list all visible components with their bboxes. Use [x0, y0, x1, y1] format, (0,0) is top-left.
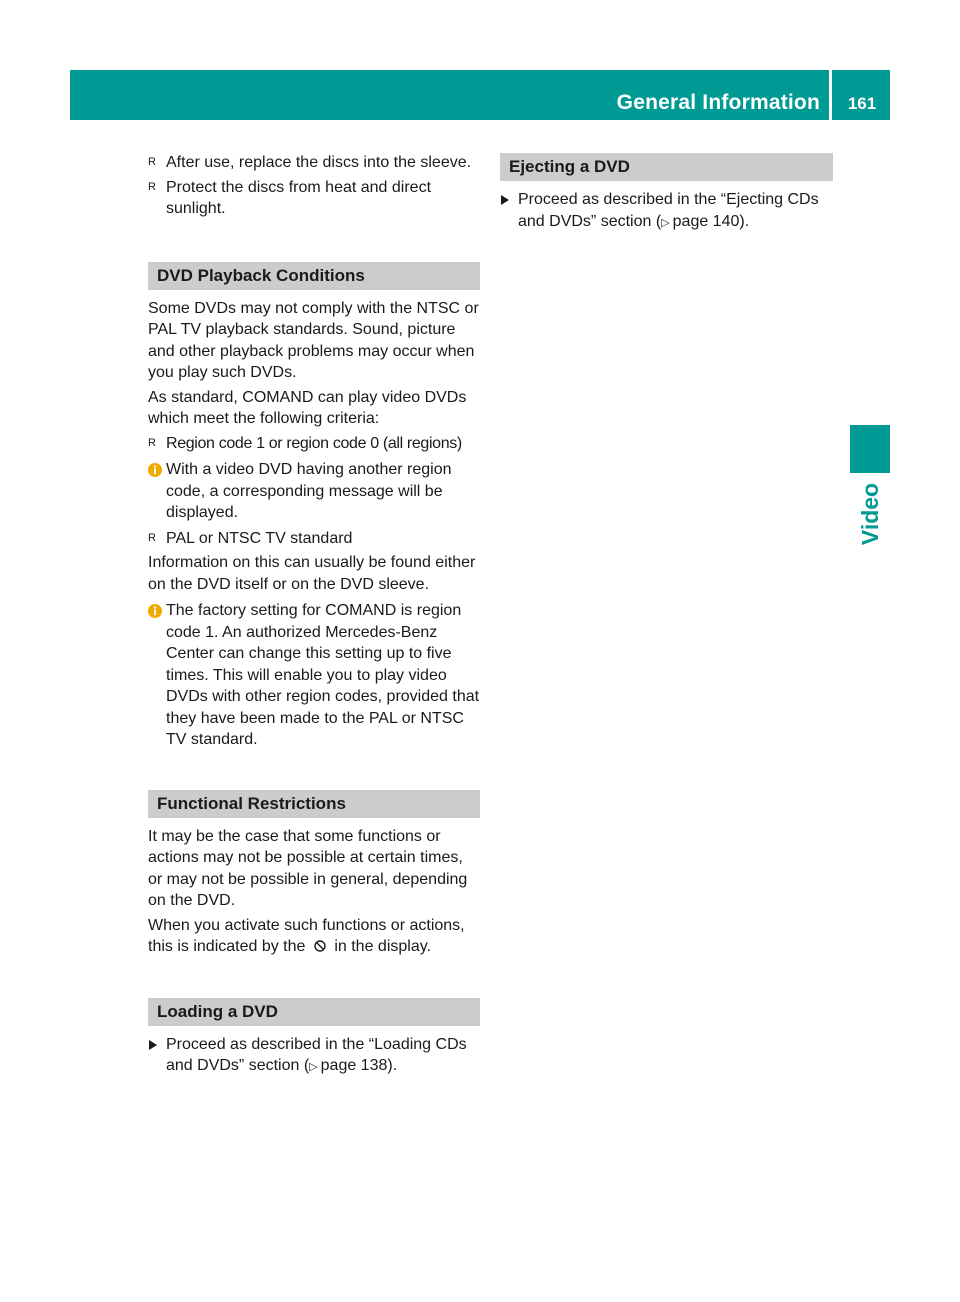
list-item [148, 528, 480, 550]
paragraph: Information on this can usually be found either on the DVD itself or on the DVD sleeve. [148, 554, 476, 593]
page-number: 161 [847, 94, 877, 113]
action-text: Proceed as described in the “Ejecting CDs and DVDs” section ( [518, 191, 819, 230]
action-text: Proceed as described in the “Loading CDs and DVDs” section ( [166, 1035, 467, 1074]
bullet-r-icon: R [148, 531, 156, 544]
info-text: The factory setting for COMAND is region code 1. An authorized Mercedes-Benz Center can change this setting up to five times. This will enable you to play video DVDs with other region codes, provided that they have been made to the PAL or NTSC TV standard. [166, 602, 480, 748]
arrow-right-icon [149, 1040, 157, 1050]
action-text: ). [387, 1057, 398, 1074]
paragraph [148, 915, 480, 958]
paragraph-text: When you activate such functions or actions, this is indicated by the [148, 916, 465, 955]
info-note [148, 459, 480, 524]
paragraph: It may be the case that some functions or actions may not be possible at certain times, or may not be possible in general, depending on the DVD. [148, 827, 468, 909]
paragraph: Some DVDs may not comply with the NTSC or PAL TV playback standards. Sound, picture and other playback problems may occur when you play such DVDs. [148, 299, 479, 381]
list-item-text: After use, replace the discs into the sleeve. [166, 154, 472, 171]
bullet-r-icon: R [148, 180, 156, 193]
page-header [70, 70, 890, 120]
list-item [148, 152, 480, 174]
bullet-r-icon: R [148, 436, 156, 449]
action-step [148, 1034, 480, 1079]
list-item-text: PAL or NTSC TV standard [166, 529, 353, 547]
left-column [148, 152, 480, 1082]
section-heading-loading: Loading a DVD [148, 998, 480, 1026]
list-item [148, 177, 480, 220]
paragraph-text: in the display. [334, 938, 431, 955]
page-reference-link[interactable]: page 138 [320, 1057, 388, 1074]
section-heading-restrictions: Functional Restrictions [148, 790, 480, 818]
list-item-text: Protect the discs from heat and direct sunlight. [166, 178, 432, 217]
section-title: General Information [616, 91, 820, 114]
right-column [500, 153, 833, 237]
info-note [148, 600, 480, 751]
triangle-right-icon: ▷ [309, 1061, 318, 1073]
bullet-r-icon: R [148, 156, 156, 168]
info-text: With a video DVD having another region code, a corresponding message will be displayed. [166, 461, 452, 521]
list-item [148, 433, 480, 455]
triangle-right-icon: ▷ [661, 216, 670, 229]
chapter-label: Video [857, 482, 883, 546]
prohibited-icon [314, 940, 326, 952]
page-reference-link[interactable]: page 140 [672, 212, 740, 230]
paragraph: As standard, COMAND can play video DVDs which meet the following criteria: [148, 388, 467, 427]
section-heading-ejecting: Ejecting a DVD [500, 153, 833, 181]
arrow-right-icon [501, 195, 509, 205]
list-item-text: Region code 1 or region code 0 (all regions) [166, 434, 462, 452]
info-icon [148, 604, 162, 618]
info-icon [148, 463, 162, 477]
action-step [500, 189, 833, 234]
header-divider [829, 70, 832, 120]
action-text: ). [739, 212, 750, 230]
section-heading-playback: DVD Playback Conditions [148, 262, 480, 290]
